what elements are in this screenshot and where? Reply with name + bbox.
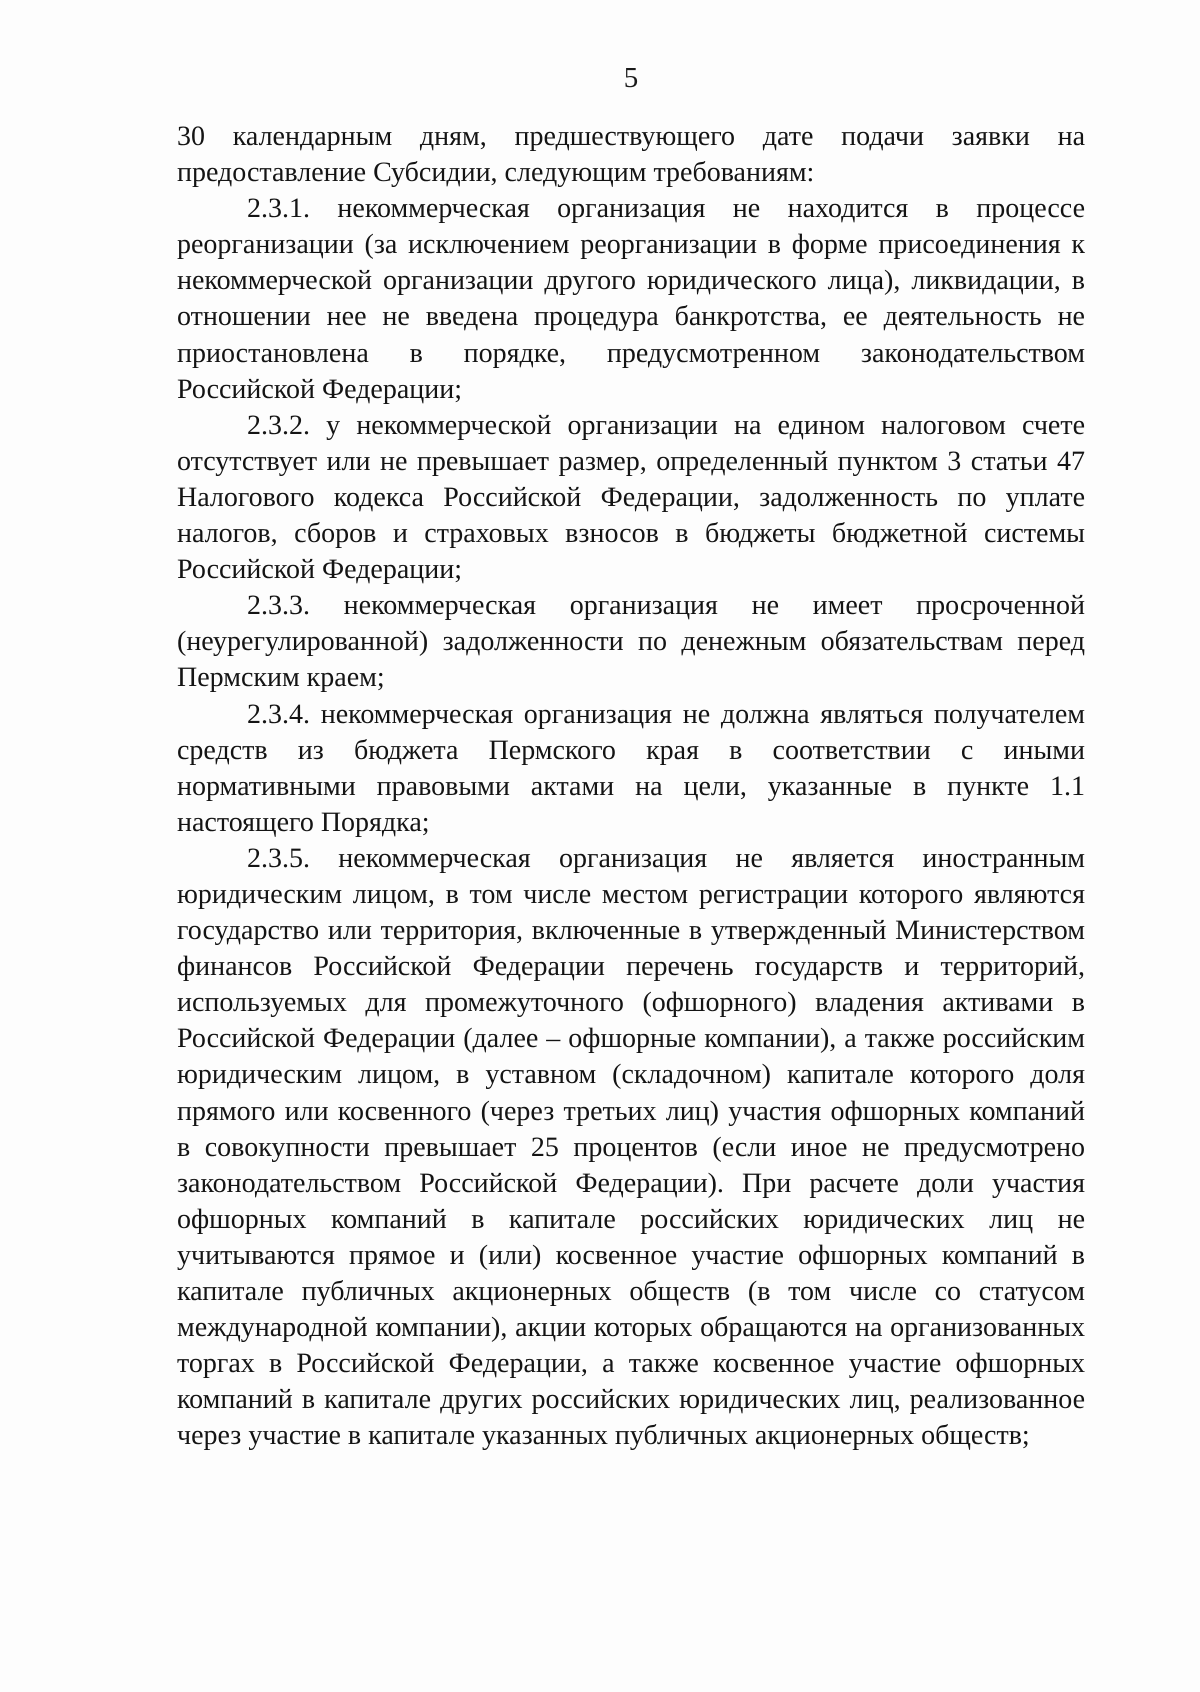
clause-2-3-5: 2.3.5. некоммерческая организация не является иностранным юридическим лицом, в том числе местом регистрации которого являются государство или территория, включенные в утвержденный Министерством финансов Российской Федерации перечень государств и территорий, используемых для промежуточного (офшорного) владения активами в Российской Федерации (далее – офшорные компании), а также российским юридическим лицом, в уставном (складочном) капитале которого доля прямого или косвенного (через третьих лиц) участия офшорных компаний в совокупности превышает 25 процентов (если иное не предусмотрено законодательством Российской Федерации). При расчете доли участия офшорных компаний в капитале российских юридических лиц не учитываются прямое и (или) косвенное участие офшорных компаний в капитале публичных акционерных обществ (в том числе со статусом международной компании), акции которых обращаются на организованных торгах в Российской Федерации, а также косвенное участие офшорных компаний в капитале других российских юридических лиц, реализованное через участие в капитале указанных публичных акционерных обществ; — [177, 842, 1085, 1452]
clause-2-3-1: 2.3.1. некоммерческая организация не находится в процессе реорганизации (за исключением реорганизации в форме присоединения к некоммерческой организации другого юридического лица), ликвидации, в отношении нее не введена процедура банкротства, ее деятельность не приостановлена в порядке, предусмотренном законодательством Российской Федерации; — [177, 193, 1085, 405]
page-number: 5 — [623, 62, 639, 94]
clause-2-3-2: 2.3.2. у некоммерческой организации на едином налоговом счете отсутствует или не превышает размер, определенный пунктом 3 статьи 47 Налогового кодекса Российской Федерации, задолженность по уплате налогов, сборов и страховых взносов в бюджеты бюджетной системы Российской Федерации; — [177, 409, 1085, 586]
clause-2-3-3: 2.3.3. некоммерческая организация не имеет просроченной (неурегулированной) задолженности по денежным обязательствам перед Пермским краем; — [177, 590, 1085, 694]
clause-2-3-4: 2.3.4. некоммерческая организация не должна являться получателем средств из бюджета Пермского края в соответствии с иными нормативными правовыми актами на цели, указанные в пункте 1.1 настоящего Порядка; — [177, 698, 1085, 838]
intro-paragraph: 30 календарным дням, предшествующего дате подачи заявки на предоставление Субсидии, следующим требованиям: — [177, 121, 1085, 189]
document-body — [177, 119, 1085, 1454]
